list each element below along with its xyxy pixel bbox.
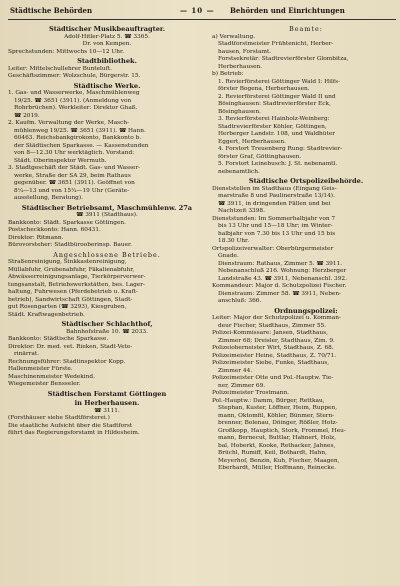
text-line: Wiegemeister Bensseler.: [8, 381, 81, 387]
section-heading: Städtische Ortspolizeibehörde.: [248, 178, 364, 185]
text-line: Dr. von Kempen.: [82, 41, 132, 47]
text-line: Zimmer 44.: [218, 367, 253, 374]
text-line: Polizeimeister Heine, Stadthaus, Z. 70/71.: [212, 352, 337, 359]
text-line: 2. Kaufm. Verwaltung der Werke, Masch-: [8, 120, 130, 126]
text-line: Großkopp, Hauptich, Stork, Frommel, Heu-: [218, 427, 346, 434]
text-line: Polizei-Kommissare: Jansen, Stadthaus,: [212, 330, 328, 336]
text-line: Direktor: Dr. med. vet. Rieken, Stadt-Vete-: [8, 343, 133, 350]
text-line: Städt. Kraftwagenbetrieb.: [8, 311, 85, 318]
text-line: Geschäftszimmer: Wolzschule, Bürgerstr. 15.: [8, 73, 141, 79]
section-heading: Städtische Werke.: [73, 82, 141, 90]
text-line: Gnade.: [218, 253, 239, 259]
page-number: — 10 —: [180, 6, 215, 15]
text-line: Pol.-Hauptw.: Damm, Bürger, Rettkau,: [212, 397, 325, 404]
section-heading: Angeschlossene Betriebe.: [53, 251, 161, 259]
text-line: Leiter: Major der Schutzpolizei u. Komman-: [212, 315, 341, 321]
text-line: mann, Oktomfil, Köhler, Bünmer, Stern-: [218, 412, 335, 419]
text-line: Dienststunden: Im Sommerhalbjahr von 7: [212, 215, 336, 222]
text-line: Rohrbrüchen). Werkleiter: Direktor Ghaß.: [14, 105, 138, 111]
text-line: 8¼—13 und von 15¼—19 Uhr (Geräte-: [14, 187, 130, 194]
text-line: Städt. Oberinspektor Wermuth.: [14, 157, 107, 164]
header-rule: [8, 19, 396, 20]
text-line: Herberhausen.: [218, 63, 263, 70]
header-left: Städtische Behörden: [10, 6, 93, 15]
text-line: Forstsekretär: Stadtrevierförster Glombitza,: [218, 56, 349, 62]
text-line: 19/25. ☎ 3651 (3911). (Anmeldung von: [14, 97, 132, 104]
text-line: förster Graf, Göttinghausen.: [218, 153, 302, 160]
text-line: Bösinghausen: Stadtrevierförster Eck,: [218, 101, 331, 107]
section-heading: Städtischer Betriebsamt, Maschmühlenw. 27a: [21, 204, 193, 212]
text-line: 18.30 Uhr.: [218, 238, 250, 244]
text-line: 1. Gas- und Wasserwerke, Maschmühlenweg: [8, 90, 140, 96]
text-line: 60463. Reichsbankgirokonto, Bankkonto b.: [14, 135, 142, 141]
text-line: rinärrat.: [14, 351, 39, 357]
text-line: Hallenmeister Fürste.: [8, 366, 73, 372]
text-line: der Städtischen Sparkasse. — Kassenstunden: [14, 142, 149, 149]
text-line: Die staatliche Aufsicht über die Stadtforst: [8, 422, 133, 429]
text-line: ner, Zimmer 69.: [218, 382, 266, 389]
text-line: Kommandeur: Major d. Schutzpolizei Fischer.: [212, 283, 347, 289]
text-line: a) Verwaltung.: [212, 33, 256, 40]
text-line: ☎ 3911, in dringenden Fällen und bei: [218, 200, 331, 207]
text-line: Bahnhofstraße 10. ☎ 2033.: [66, 328, 148, 335]
text-line: Landstraße 43. ☎ 3911, Nebenanschl. 392.: [218, 275, 347, 282]
left-column: [8, 24, 206, 582]
text-line: ausstellung, Beratung).: [14, 195, 83, 201]
text-line: (Forsthäuser siehe Stadtförsterei.): [8, 415, 110, 421]
text-line: Dienstraum: Zimmer 58. ☎ 3911, Neben-: [218, 290, 342, 297]
text-line: bal, Hoberkt, Kooke, Rethacker, Jahnes,: [218, 442, 336, 449]
text-line: 2. Revierförsterei Göttinger Wald II und: [218, 93, 336, 100]
text-line: gegenüber. ☎ 3651 (3911). Geöffnet von: [14, 180, 135, 186]
text-line: Leiter: Mittelschullehrer Bunteluft.: [8, 65, 112, 72]
section-heading: Städtischen Forstamt Göttingen: [47, 390, 167, 398]
text-line: mann, Bernecut, Buttlar, Hahnert, Holz,: [218, 435, 336, 441]
text-line: betrieb), Sandwirtschaft Göttingen, Stadt-: [8, 296, 133, 303]
text-line: anschluß: 366.: [218, 298, 262, 304]
section-heading: Ordnungspolizei:: [274, 307, 338, 315]
text-line: Bösinghausen.: [218, 108, 261, 115]
text-line: Nachtzeit 3398.: [218, 208, 265, 214]
text-line: Eggert, Herberhausen.: [218, 138, 286, 145]
text-line: Polizeimeister Siebe, Funke, Stadthaus,: [212, 360, 330, 366]
text-line: 1. Revierförsterei Göttinger Wald I: Hilfs-: [218, 78, 340, 85]
text-line: Bürovorsteher: Stadtbürooberinsp. Bauer.: [8, 242, 132, 248]
text-line: bis 13 Uhr und 15—18 Uhr; im Winter-: [218, 223, 333, 229]
text-line: tungsanstalt, Betriebswerkstätten, bes. Lager-: [8, 281, 145, 288]
text-line: von 8—12.30 Uhr werktäglich. Vorstand:: [14, 150, 135, 156]
text-line: Adolf-Hitler-Platz 5. ☎ 3365.: [64, 33, 150, 40]
section-heading: in Herberhausen.: [74, 400, 140, 407]
section-heading: Städtischer Schlachthof,: [61, 321, 153, 328]
section-heading: Stadtbibliothek.: [77, 58, 137, 65]
text-line: Müllabfuhr, Grubenabfuhr, Fäkalienabfuhr,: [8, 266, 135, 273]
text-line: halbjahr von 7.30 bis 13 Uhr und 15 bis: [218, 230, 336, 237]
text-line: 3. Revierförsterei Hainholz-Weinberg:: [218, 116, 330, 122]
text-line: Dienststellen im Stadthaus (Eingang Geis-: [212, 185, 337, 192]
text-line: hausen, Forstamt.: [218, 48, 272, 55]
text-line: Sprechstunden: Mittwochs 10—12 Uhr.: [8, 48, 124, 55]
text-line: deur Fischer, Stadthaus, Zimmer 55.: [218, 322, 327, 329]
text-line: marstraße 8 und Paulinerstraße 13/14).: [218, 193, 335, 199]
text-line: haltung, Fuhrwesen (Pferdebetrieb u. Kraft-: [8, 289, 139, 295]
text-line: werke, Straße der SA 29, beim Rathaus: [14, 172, 131, 179]
text-line: 5. Forstort Leinebusch: J. St. nebenamtl.: [218, 161, 338, 167]
section-heading: Beamte:: [289, 26, 323, 33]
running-header: [10, 6, 396, 18]
text-line: ☎ 3911 (Stadthaus).: [76, 212, 138, 218]
text-line: mühlenweg 19/25. ☎ 3651 (3911). ☎ Hann.: [14, 127, 146, 134]
text-line: Polizeimeister Otte und Pol.-Hauptw. Tie-: [212, 375, 334, 381]
text-line: führt das Regierungsforstamt in Hildesheim.: [8, 430, 140, 436]
text-line: Straßenreinigung, Sinkkastenreinigung,: [8, 259, 127, 265]
text-line: ☎ 3111.: [94, 407, 120, 414]
text-line: Rechnungsführer: Stadtinspektor Kopp.: [8, 358, 126, 365]
text-line: Polizeimeister Trostmann.: [212, 390, 290, 396]
text-line: Stephan, Kuster, Löffner, Heim, Ruppen,: [218, 405, 338, 411]
text-line: Eberhardt, Müller, Hoffmann, Reinecke.: [218, 465, 337, 471]
text-line: Stadtforstmeister Frühtenicht, Herber-: [218, 41, 334, 47]
text-line: Ortspolizeiverwalter: Oberbürgermeister: [212, 245, 334, 252]
text-line: Maschinenmeister Wedekind.: [8, 373, 95, 380]
text-line: Bankkonto: Städt. Sparkasse Göttingen.: [8, 219, 126, 226]
text-line: Stadtrevierförster Köhler, Göttingen,: [218, 123, 327, 130]
text-line: brenner, Bolenau, Döinger, Rößler, Hotz-: [218, 420, 338, 426]
text-line: 3. Stadtgeschäft der Städt. Gas- und Wasser-: [8, 165, 141, 171]
text-line: förster Bogena, Herberhausen.: [218, 86, 310, 92]
text-line: Brüchl, Rumiff, Keil, Bothardt, Hahn,: [218, 450, 327, 456]
text-line: Abwässerreinigungsanlage, Tierkörperverwer-: [8, 274, 146, 280]
right-column: [212, 24, 400, 582]
text-line: ☎ 2019.: [14, 112, 40, 119]
text-line: Postscheckkonto: Hann. 60431.: [8, 227, 101, 233]
text-line: b) Betrieb:: [212, 71, 244, 77]
text-line: Nebenanschluß 216. Wohnung: Herzberger: [218, 268, 347, 274]
text-line: Direktor: Ritmann.: [8, 234, 64, 241]
section-heading: Städtischer Musikbeauftragter.: [48, 26, 166, 33]
text-line: Dienstraum: Rathaus, Zimmer 5. ☎ 3911.: [218, 260, 343, 267]
text-line: gut Rosengarten (☎ 3293), Kiesgruben,: [8, 304, 127, 310]
text-line: Bankkonto: Städtische Sparkasse.: [8, 336, 109, 342]
text-line: nebenamtlich.: [218, 168, 260, 175]
text-line: Herberger Landstr. 108, und Waldhüter: [218, 131, 336, 137]
text-line: Meyerhof, Benzin, Kuh, Fischer, Maagen,: [218, 457, 340, 464]
text-line: Polizeioberneister Wirt, Stadthaus, Z. 68.: [212, 345, 334, 351]
text-line: 4. Forstort Treuenberg Rung: Stadtrevier-: [218, 146, 343, 152]
header-right: Behörden und Einrichtungen: [230, 6, 345, 15]
text-line: Zimmer 68; Dreisler, Stadthaus, Zim. 9.: [218, 337, 335, 344]
